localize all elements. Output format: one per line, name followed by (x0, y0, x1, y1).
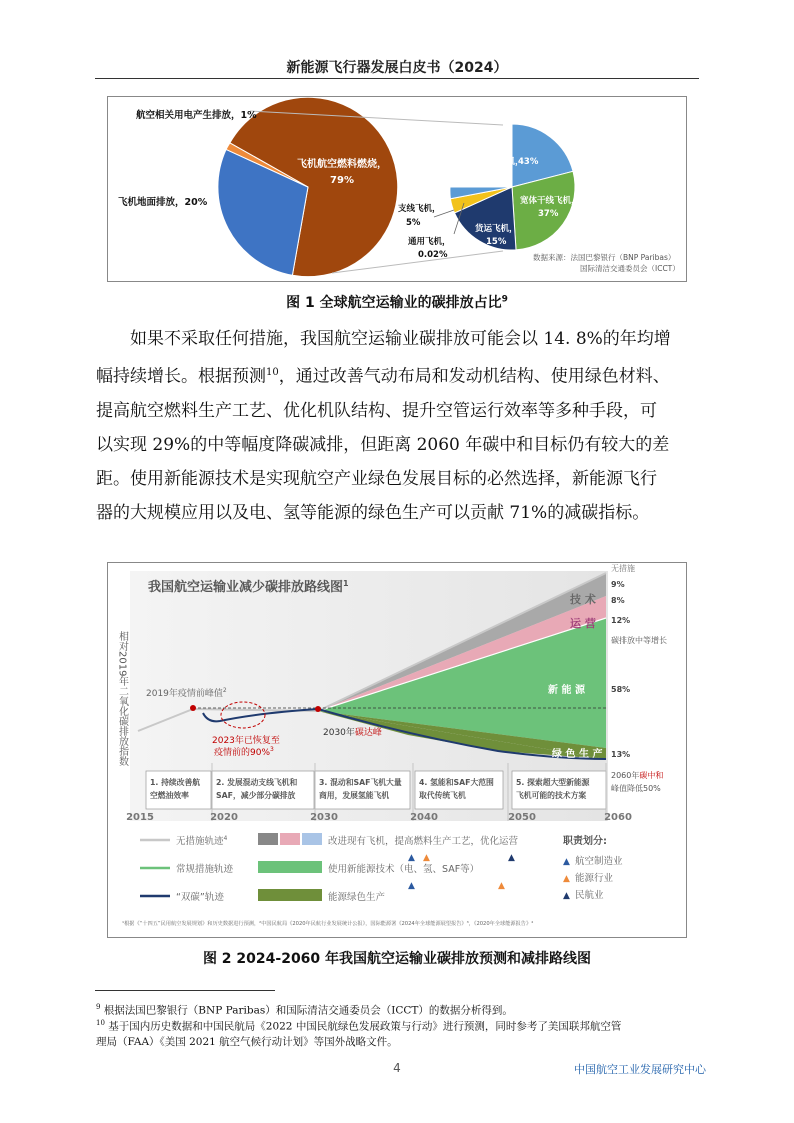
label-regional-name: 支线飞机， (398, 204, 441, 214)
legend-swatch-newtech (258, 861, 322, 873)
legend-newtech: 使用新能源技术（电、氢、SAF等） (328, 864, 480, 875)
phase-boxes (146, 771, 606, 809)
duty-1: 航空制造业 (575, 856, 623, 867)
figure1-caption: 图 1 全球航空运输业的碳排放占比$^9$ (286, 294, 508, 311)
phase-5-line2: 飞机可能的技术方案 (516, 791, 587, 800)
paragraph-line: 以实现 29%的中等幅度降碳减排，但距离 2060 年碳中和目标仍有较大的差 (96, 434, 670, 455)
label-electricity: 航空相关用电产生排放，1% (136, 110, 257, 121)
legend-swatch-ops (280, 833, 300, 845)
legend-normal: 常规措施轨迹 (176, 864, 234, 875)
label-fuel-name: 飞机航空燃料燃烧， (297, 159, 387, 170)
peak-2019-marker (190, 705, 196, 711)
phase-1-line1: 1. 持续改善航 (150, 778, 201, 787)
right-label-none: 无措施 (611, 564, 635, 573)
label-wide-value: 37% (538, 209, 559, 219)
right-label-13: 13% (611, 750, 631, 759)
legend-no-action: 无措施轨迹$^4$ (176, 835, 228, 847)
footnote-10: $^{10}$ 基于国内历史数据和中国民航局《2022 中国民航绿色发展政策与行动》进行预测，同时参考了美国联邦航空管 理局（FAA）《美国 2021 航空气候行动计划》等国外战略文件。 (96, 1019, 622, 1048)
legend-greenprod: 能源绿色生产 (328, 892, 386, 903)
label-ground: 飞机地面排放，20% (118, 197, 208, 208)
label-cargo-name: 货运飞机， (475, 224, 518, 234)
right-label-9: 9% (611, 580, 625, 589)
phase-2-line1: 2. 发展混动支线飞机和 (216, 778, 298, 787)
figure2-roadmap-chart (108, 563, 686, 937)
legend (140, 833, 623, 903)
phase-box (512, 771, 606, 809)
phase-box (146, 771, 211, 809)
phase-1-line2: 空燃油效率 (150, 791, 189, 800)
paragraph-line: 提高航空燃料生产工艺、优化机队结构、提升空管运行效率等多种手段，可 (96, 400, 657, 421)
phase-3-line1: 3. 混动和SAF飞机大量 (319, 778, 402, 787)
recover-label-2: 疫情前的90%$^3$ (214, 746, 274, 758)
phase-box (415, 771, 503, 809)
y-axis-label: 相对2019年二氧化碳排放指数 (116, 631, 128, 767)
legend-swatch-other (302, 833, 322, 845)
body-paragraph (96, 322, 700, 530)
duty-marker-2: ▲ (423, 853, 430, 863)
year-tick-2030: 2030 (310, 812, 338, 823)
label-general-value: 0.02% (418, 250, 448, 260)
right-label-12: 12% (611, 616, 631, 625)
duty-icon-1: ▲ (563, 857, 570, 867)
phase-3-line2: 商用，发展氢能飞机 (319, 791, 390, 800)
paragraph-line: 距。使用新能源技术是实现航空产业绿色发展目标的必然选择，新能源飞行 (96, 468, 657, 489)
phase-2-line2: SAF，减少部分碳排放 (216, 791, 296, 800)
phase-4-line1: 4. 氢能和SAF大范围 (419, 778, 494, 787)
fig2-title: 我国航空运输业减少碳排放路线图$^1$ (148, 579, 349, 595)
label-wide-name: 宽体干线飞机， (520, 196, 580, 206)
fig2-note: ¹根据《“十四五”民用航空发展规划》和历史数据进行预测，²中国民航局《2020年民航行业发展统计公报》，国际能源署《2024年全球能源展望报告》³，《2020年全球能源报告》⁴ (122, 921, 534, 927)
duty-2: 能源行业 (575, 873, 614, 884)
duty-marker-3: ▲ (508, 853, 515, 863)
phase-box (212, 771, 314, 809)
duty-3: 民航业 (575, 890, 604, 901)
year-tick-2040: 2040 (410, 812, 438, 823)
band-label-green: 绿 色 生 产 (552, 749, 603, 760)
figure1-pie-charts (108, 97, 686, 281)
right-label-mid: 碳排放中等增长 (611, 636, 667, 645)
header-divider (95, 78, 699, 79)
right-label-end1: 2060年碳中和 (611, 771, 664, 780)
footnote-9: $^9$ 根据法国巴黎银行（BNP Paribas）和国际清洁交通委员会（ICCT）的数据分析得到。 (96, 1003, 513, 1017)
year-tick-2050: 2050 (508, 812, 536, 823)
paragraph-line: 器的大规模应用以及电、氢等能源的绿色生产可以贡献 71%的减碳指标。 (96, 502, 650, 523)
label-cargo-value: 15% (486, 237, 507, 247)
figure1-frame (107, 96, 687, 282)
year-tick-2020: 2020 (210, 812, 238, 823)
figure2-caption: 图 2 2024-2060 年我国航空运输业碳排放预测和减排路线图 (202, 951, 592, 967)
band-label-tech: 技 术 (570, 593, 596, 606)
source-line1: 数据来源：法国巴黎银行（BNP Paribas） (533, 253, 676, 262)
duty-marker-1: ▲ (408, 853, 415, 863)
legend-dual: “双碳”轨迹 (176, 892, 224, 903)
legend-swatch-tech (258, 833, 278, 845)
band-label-newenergy: 新 能 源 (548, 685, 585, 696)
recover-label-1: 2023年已恢复至 (212, 736, 280, 746)
peak2030-label: 2030年碳达峰 (323, 728, 382, 738)
duty-marker-5: ▲ (498, 881, 505, 891)
right-label-8: 8% (611, 596, 625, 605)
year-tick-2015: 2015 (126, 812, 154, 823)
legend-improve: 改进现有飞机，提高燃料生产工艺，优化运营 (328, 836, 519, 847)
legend-swatch-green (258, 889, 322, 901)
band-label-ops: 运 营 (570, 617, 596, 630)
peak2019-label: 2019年疫情前峰值$^2$ (146, 687, 227, 699)
page-header-title: 新能源飞行器发展白皮书（2024） (286, 60, 508, 76)
duty-title: 职责划分: (563, 836, 607, 847)
duty-icon-2: ▲ (563, 874, 570, 884)
label-narrow-name: 窄体干线飞机， (464, 157, 524, 167)
phase-5-line1: 5. 探索超大型新能源 (516, 778, 590, 787)
paragraph-line: 如果不采取任何措施，我国航空运输业碳排放可能会以 14. 8%的年均增 (130, 329, 671, 349)
duty-icon-3: ▲ (563, 891, 570, 901)
duty-marker-4: ▲ (408, 881, 415, 891)
right-label-end2: 峰值降低50% (611, 784, 661, 793)
label-narrow-value: 43% (518, 157, 539, 167)
peak-2030-marker (315, 706, 321, 712)
paragraph-line: 幅持续增长。根据预测$^{10}$，通过改善气动布局和发动机结构、使用绿色材料、 (96, 366, 670, 387)
page-number: 4 (393, 1061, 401, 1075)
right-label-58: 58% (611, 685, 631, 694)
footnote-divider (95, 990, 275, 991)
phase-box (315, 771, 410, 809)
footer-organization: 中国航空工业发展研究中心 (574, 1063, 706, 1076)
source-line2: 国际清洁交通委员会（ICCT） (580, 264, 680, 273)
figure2-frame (107, 562, 687, 938)
label-regional-value: 5% (406, 218, 421, 228)
label-general-name: 通用飞机， (408, 237, 451, 247)
label-fuel-value: 79% (330, 175, 354, 186)
year-tick-2060: 2060 (604, 812, 632, 823)
phase-4-line2: 取代传统飞机 (419, 791, 466, 800)
